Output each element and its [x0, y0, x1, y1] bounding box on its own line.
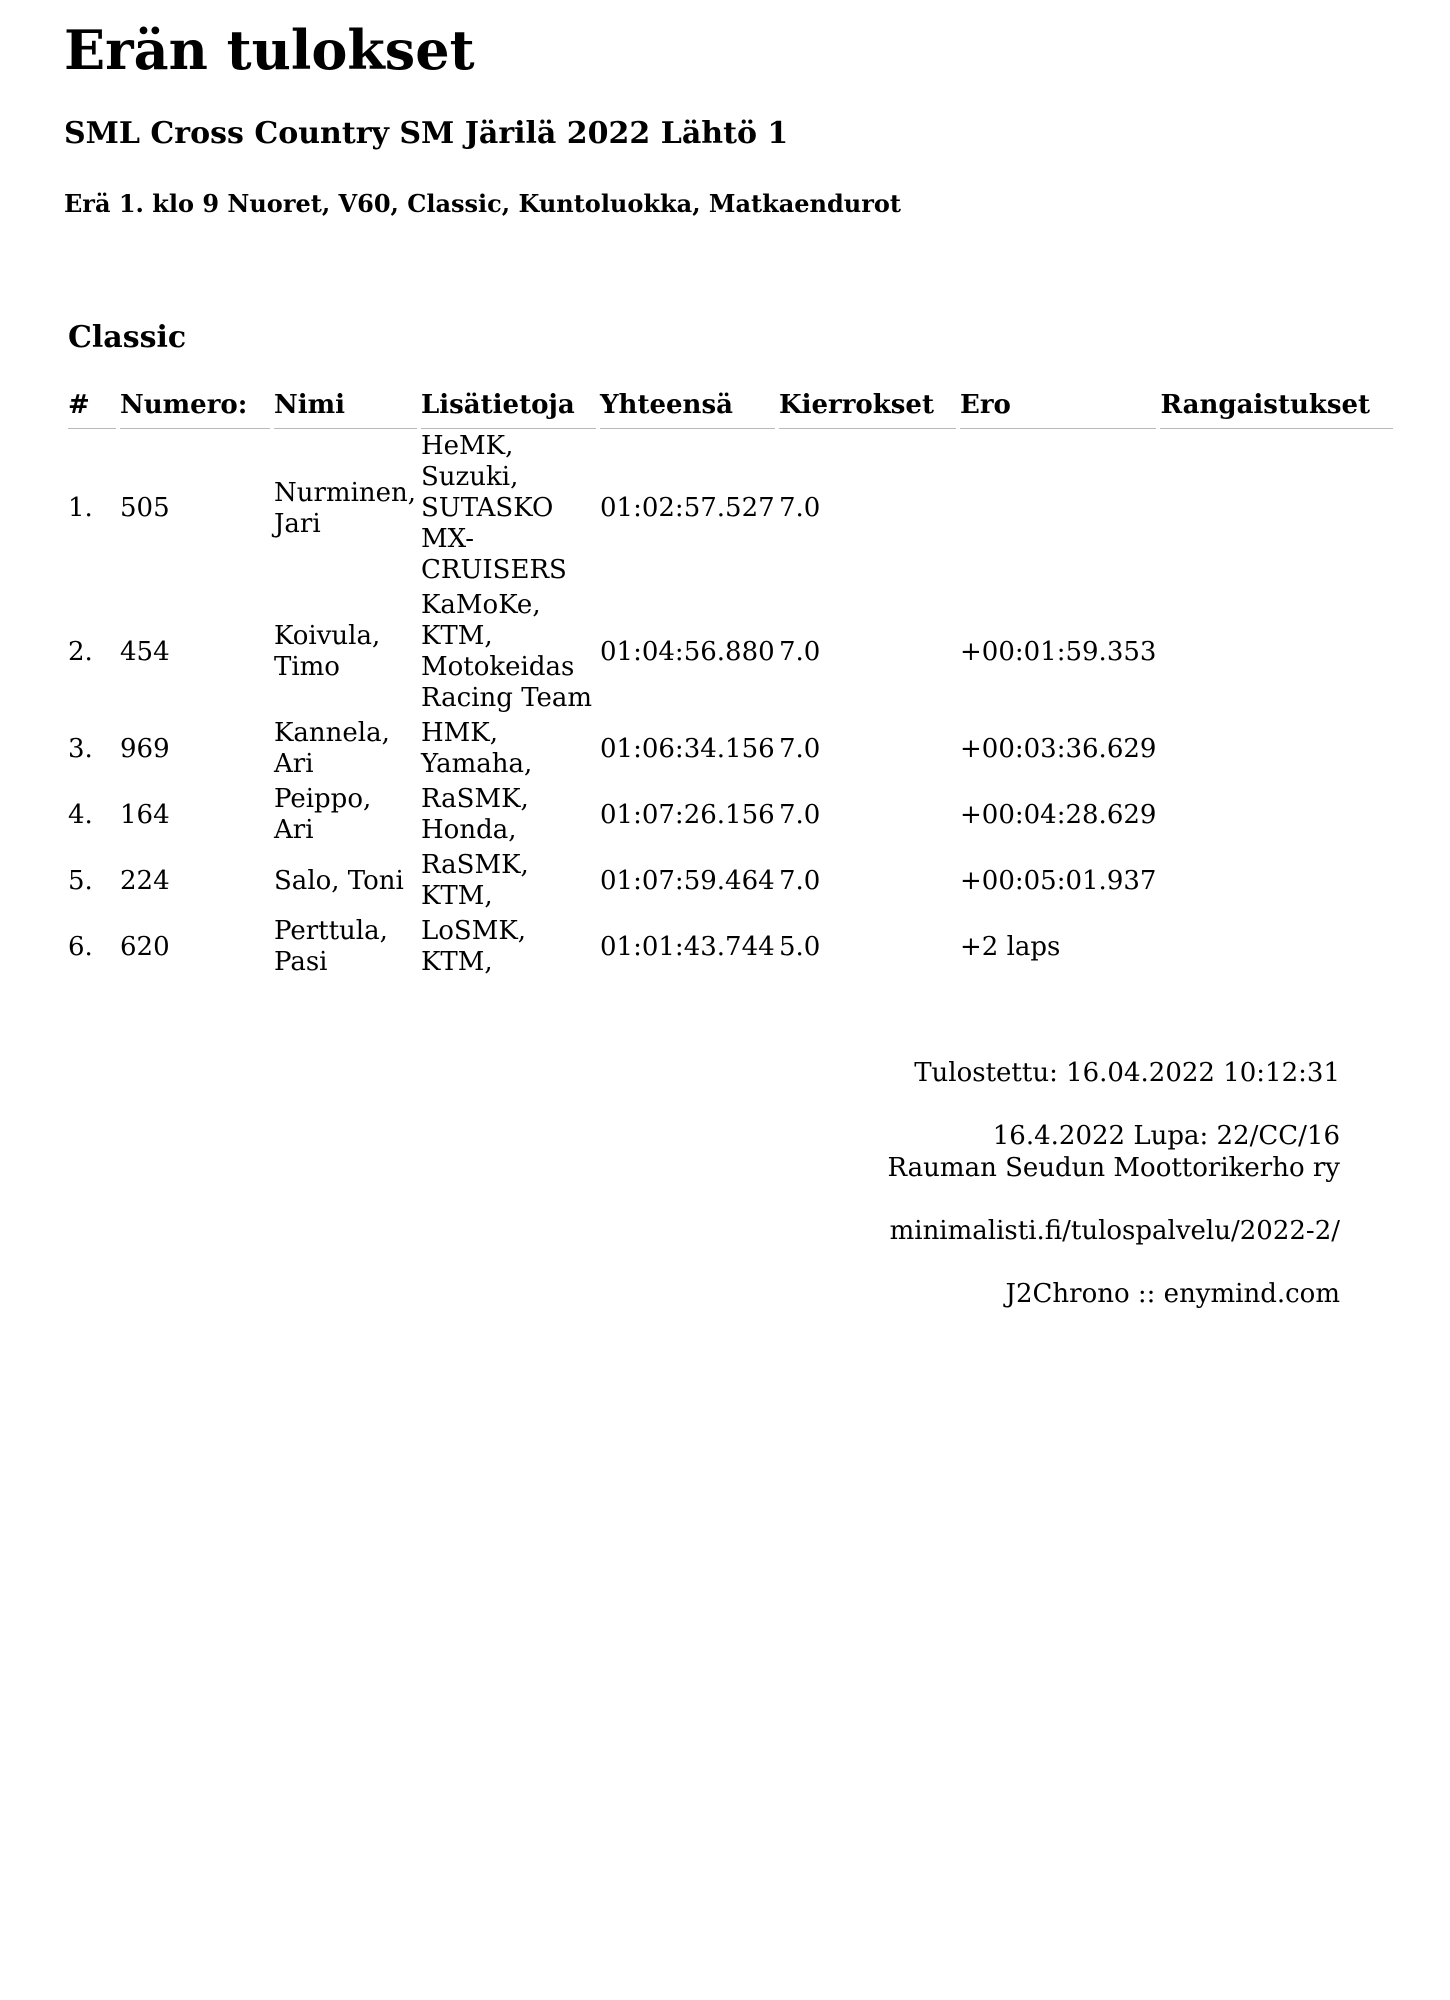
cell-difference: +00:03:36.629: [960, 733, 1157, 764]
cell-info: RaSMK, KTM,: [421, 850, 529, 911]
cell-difference: +00:04:28.629: [960, 799, 1157, 830]
cell-name: Perttula, Pasi: [274, 916, 388, 977]
permit-info: 16.4.2022 Lupa: 22/CC/16: [992, 1121, 1340, 1151]
cell-laps: 7.0: [779, 799, 821, 830]
cell-laps: 5.0: [779, 931, 821, 962]
cell-difference: [960, 429, 1156, 588]
cell-penalties: [1160, 848, 1393, 914]
header-penalties: Rangaistukset: [1160, 390, 1393, 429]
cell-penalties: [1160, 429, 1393, 588]
cell-position: 6.: [68, 931, 93, 962]
results-url: minimalisti.fi/tulospalvelu/2022-2/: [889, 1216, 1340, 1246]
cell-penalties: [1160, 588, 1393, 716]
results-table: [64, 390, 1397, 980]
header-name: Nimi: [274, 390, 417, 429]
cell-number: 505: [120, 493, 170, 523]
page-title: Erän tulokset: [64, 18, 475, 82]
cell-info: LoSMK, KTM,: [421, 916, 527, 977]
table-row: [68, 914, 1393, 980]
cell-position: 3.: [68, 733, 93, 764]
cell-info: HeMK, Suzuki, SUTASKO MX-CRUISERS: [421, 431, 567, 585]
organizer-name: Rauman Seudun Moottorikerho ry: [887, 1153, 1340, 1183]
cell-laps: 7.0: [779, 733, 821, 764]
cell-total: 01:07:26.156: [600, 799, 775, 830]
cell-number: 620: [120, 931, 170, 962]
cell-name: Salo, Toni: [274, 865, 404, 896]
table-row: [68, 716, 1393, 782]
cell-laps: 7.0: [779, 865, 821, 896]
header-laps: Kierrokset: [779, 390, 956, 429]
cell-number: 224: [120, 865, 170, 896]
software-credit: J2Chrono :: enymind.com: [1005, 1279, 1340, 1309]
header-number: Numero:: [120, 390, 270, 429]
cell-total: 01:07:59.464: [600, 865, 775, 896]
cell-total: 01:06:34.156: [600, 733, 775, 764]
cell-laps: 7.0: [779, 636, 821, 667]
printed-timestamp: Tulostettu: 16.04.2022 10:12:31: [914, 1058, 1340, 1088]
table-row: [68, 848, 1393, 914]
cell-info: HMK, Yamaha,: [421, 718, 533, 779]
cell-laps: 7.0: [779, 493, 821, 523]
cell-position: 2.: [68, 636, 93, 667]
header-position: #: [68, 390, 116, 429]
header-total: Yhteensä: [600, 390, 775, 429]
header-difference: Ero: [960, 390, 1156, 429]
cell-position: 5.: [68, 865, 93, 896]
cell-difference: +00:01:59.353: [960, 636, 1157, 667]
table-row: [68, 782, 1393, 848]
cell-number: 969: [120, 733, 170, 764]
cell-name: Nurminen, Jari: [274, 477, 417, 539]
cell-name: Koivula, Timo: [274, 621, 381, 682]
cell-number: 454: [120, 636, 170, 667]
cell-penalties: [1160, 782, 1393, 848]
cell-name: Kannela, Ari: [274, 718, 390, 779]
cell-position: 4.: [68, 799, 93, 830]
cell-difference: +00:05:01.937: [960, 865, 1157, 896]
event-title: SML Cross Country SM Järilä 2022 Lähtö 1: [64, 116, 789, 151]
cell-total: 01:01:43.744: [600, 931, 775, 962]
cell-penalties: [1160, 716, 1393, 782]
cell-number: 164: [120, 799, 170, 830]
cell-total: 01:02:57.527: [600, 493, 775, 523]
table-row: [68, 588, 1393, 716]
class-title: Classic: [68, 320, 187, 355]
table-row: [68, 429, 1393, 588]
header-info: Lisätietoja: [421, 390, 596, 429]
cell-difference: +2 laps: [960, 931, 1061, 962]
cell-position: 1.: [68, 493, 93, 523]
table-header-row: [68, 390, 1393, 429]
heat-title: Erä 1. klo 9 Nuoret, V60, Classic, Kuntoluokka, Matkaendurot: [64, 189, 901, 218]
cell-info: KaMoKe, KTM, Motokeidas Racing Team: [421, 590, 593, 713]
cell-penalties: [1160, 914, 1393, 980]
cell-info: RaSMK, Honda,: [421, 784, 529, 845]
cell-total: 01:04:56.880: [600, 636, 775, 667]
cell-name: Peippo, Ari: [274, 784, 372, 845]
